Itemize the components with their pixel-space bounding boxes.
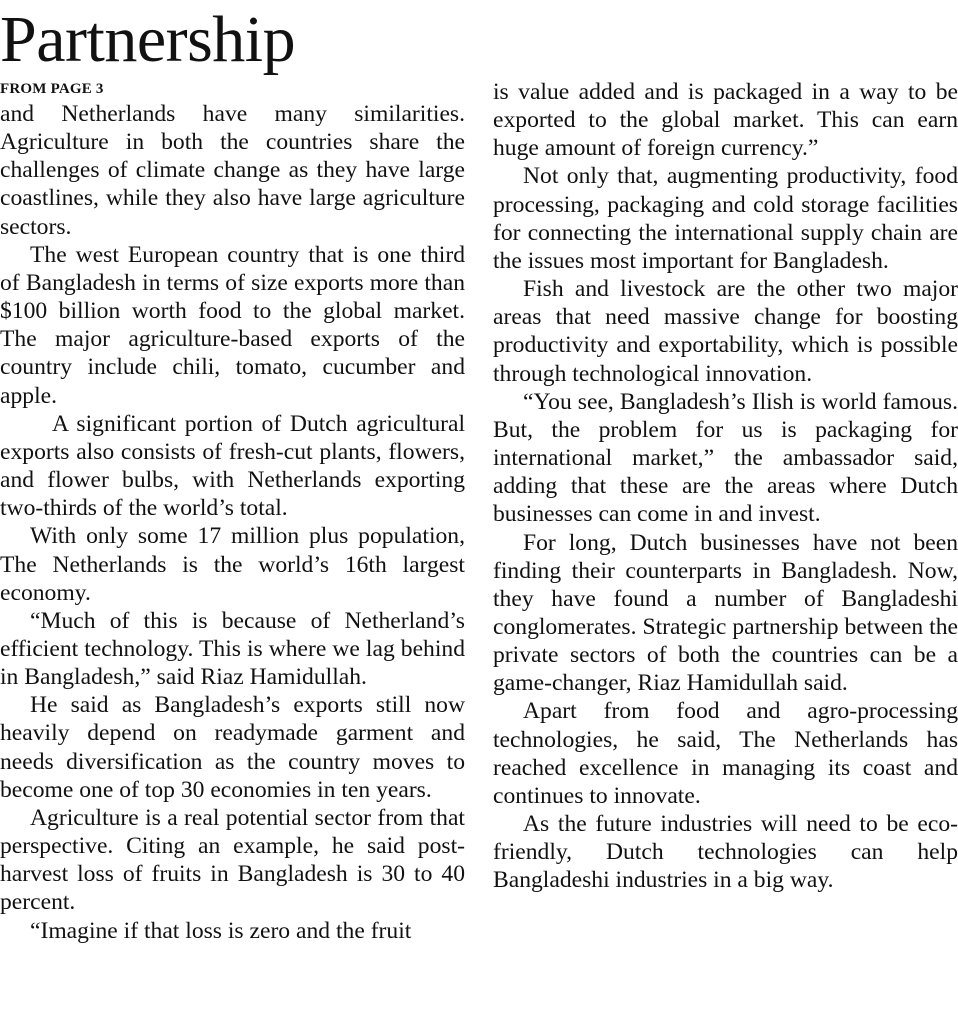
paragraph: “You see, Bangladesh’s Ilish is world famous. But, the problem for us is packaging for international market,” the ambassador said, adding that these are the areas where Dutch businesses can come in and invest.: [493, 388, 958, 528]
article-column-left: [0, 100, 465, 945]
paragraph: “Much of this is because of Netherland’s efficient technology. This is where we lag behind in Bangladesh,” said Riaz Hamidullah.: [0, 607, 465, 691]
paragraph: is value added and is packaged in a way to be exported to the global market. This can earn huge amount of foreign currency.”: [493, 79, 958, 162]
article-column-right: [493, 78, 958, 895]
paragraph: For long, Dutch businesses have not been finding their counterparts in Bangladesh. Now, they have found a number of Bangladeshi conglomerates. Strategic partnership between the private sectors of both the countries can be a game-changer, Riaz Hamidullah said.: [493, 529, 958, 697]
paragraph: The west European country that is one third of Bangladesh in terms of size exports more than $100 billion worth food to the global market. The major agriculture-based exports of the country include chili, tomato, cucumber and apple.: [0, 241, 465, 409]
paragraph: and Netherlands have many similarities. Agriculture in both the countries share the challenges of climate change as they have large coastlines, while they also have large agriculture sectors.: [0, 101, 465, 240]
paragraph: Fish and livestock are the other two major areas that need massive change for boosting productivity and exportability, which is possible through technological innovation.: [493, 276, 958, 387]
article-headline: Partnership: [0, 3, 296, 76]
paragraph: Agriculture is a real potential sector from that perspective. Citing an example, he said post-harvest loss of fruits in Bangladesh is 30 to 40 percent.: [0, 804, 465, 916]
paragraph: He said as Bangladesh’s exports still now heavily depend on readymade garment and needs diversification as the country moves to become one of top 30 economies in ten years.: [0, 692, 465, 803]
paragraph: Not only that, augmenting productivity, food processing, packaging and cold storage facilities for connecting the international supply chain are the issues most important for Bangladesh.: [493, 163, 958, 274]
paragraph: “Imagine if that loss is zero and the fruit: [30, 917, 412, 944]
paragraph: As the future industries will need to be eco-friendly, Dutch technologies can help Bangladeshi industries in a big way.: [493, 811, 958, 894]
paragraph: Apart from food and agro-processing technologies, he said, The Netherlands has reached excellence in managing its coast and continues to innovate.: [493, 698, 958, 809]
paragraph: With only some 17 million plus population, The Netherlands is the world’s 16th largest economy.: [0, 523, 465, 606]
paragraph: A significant portion of Dutch agricultural exports also consists of fresh-cut plants, flowers, and flower bulbs, with Netherlands exporting two-thirds of the world’s total.: [0, 410, 465, 522]
jump-line: FROM PAGE 3: [0, 81, 104, 97]
